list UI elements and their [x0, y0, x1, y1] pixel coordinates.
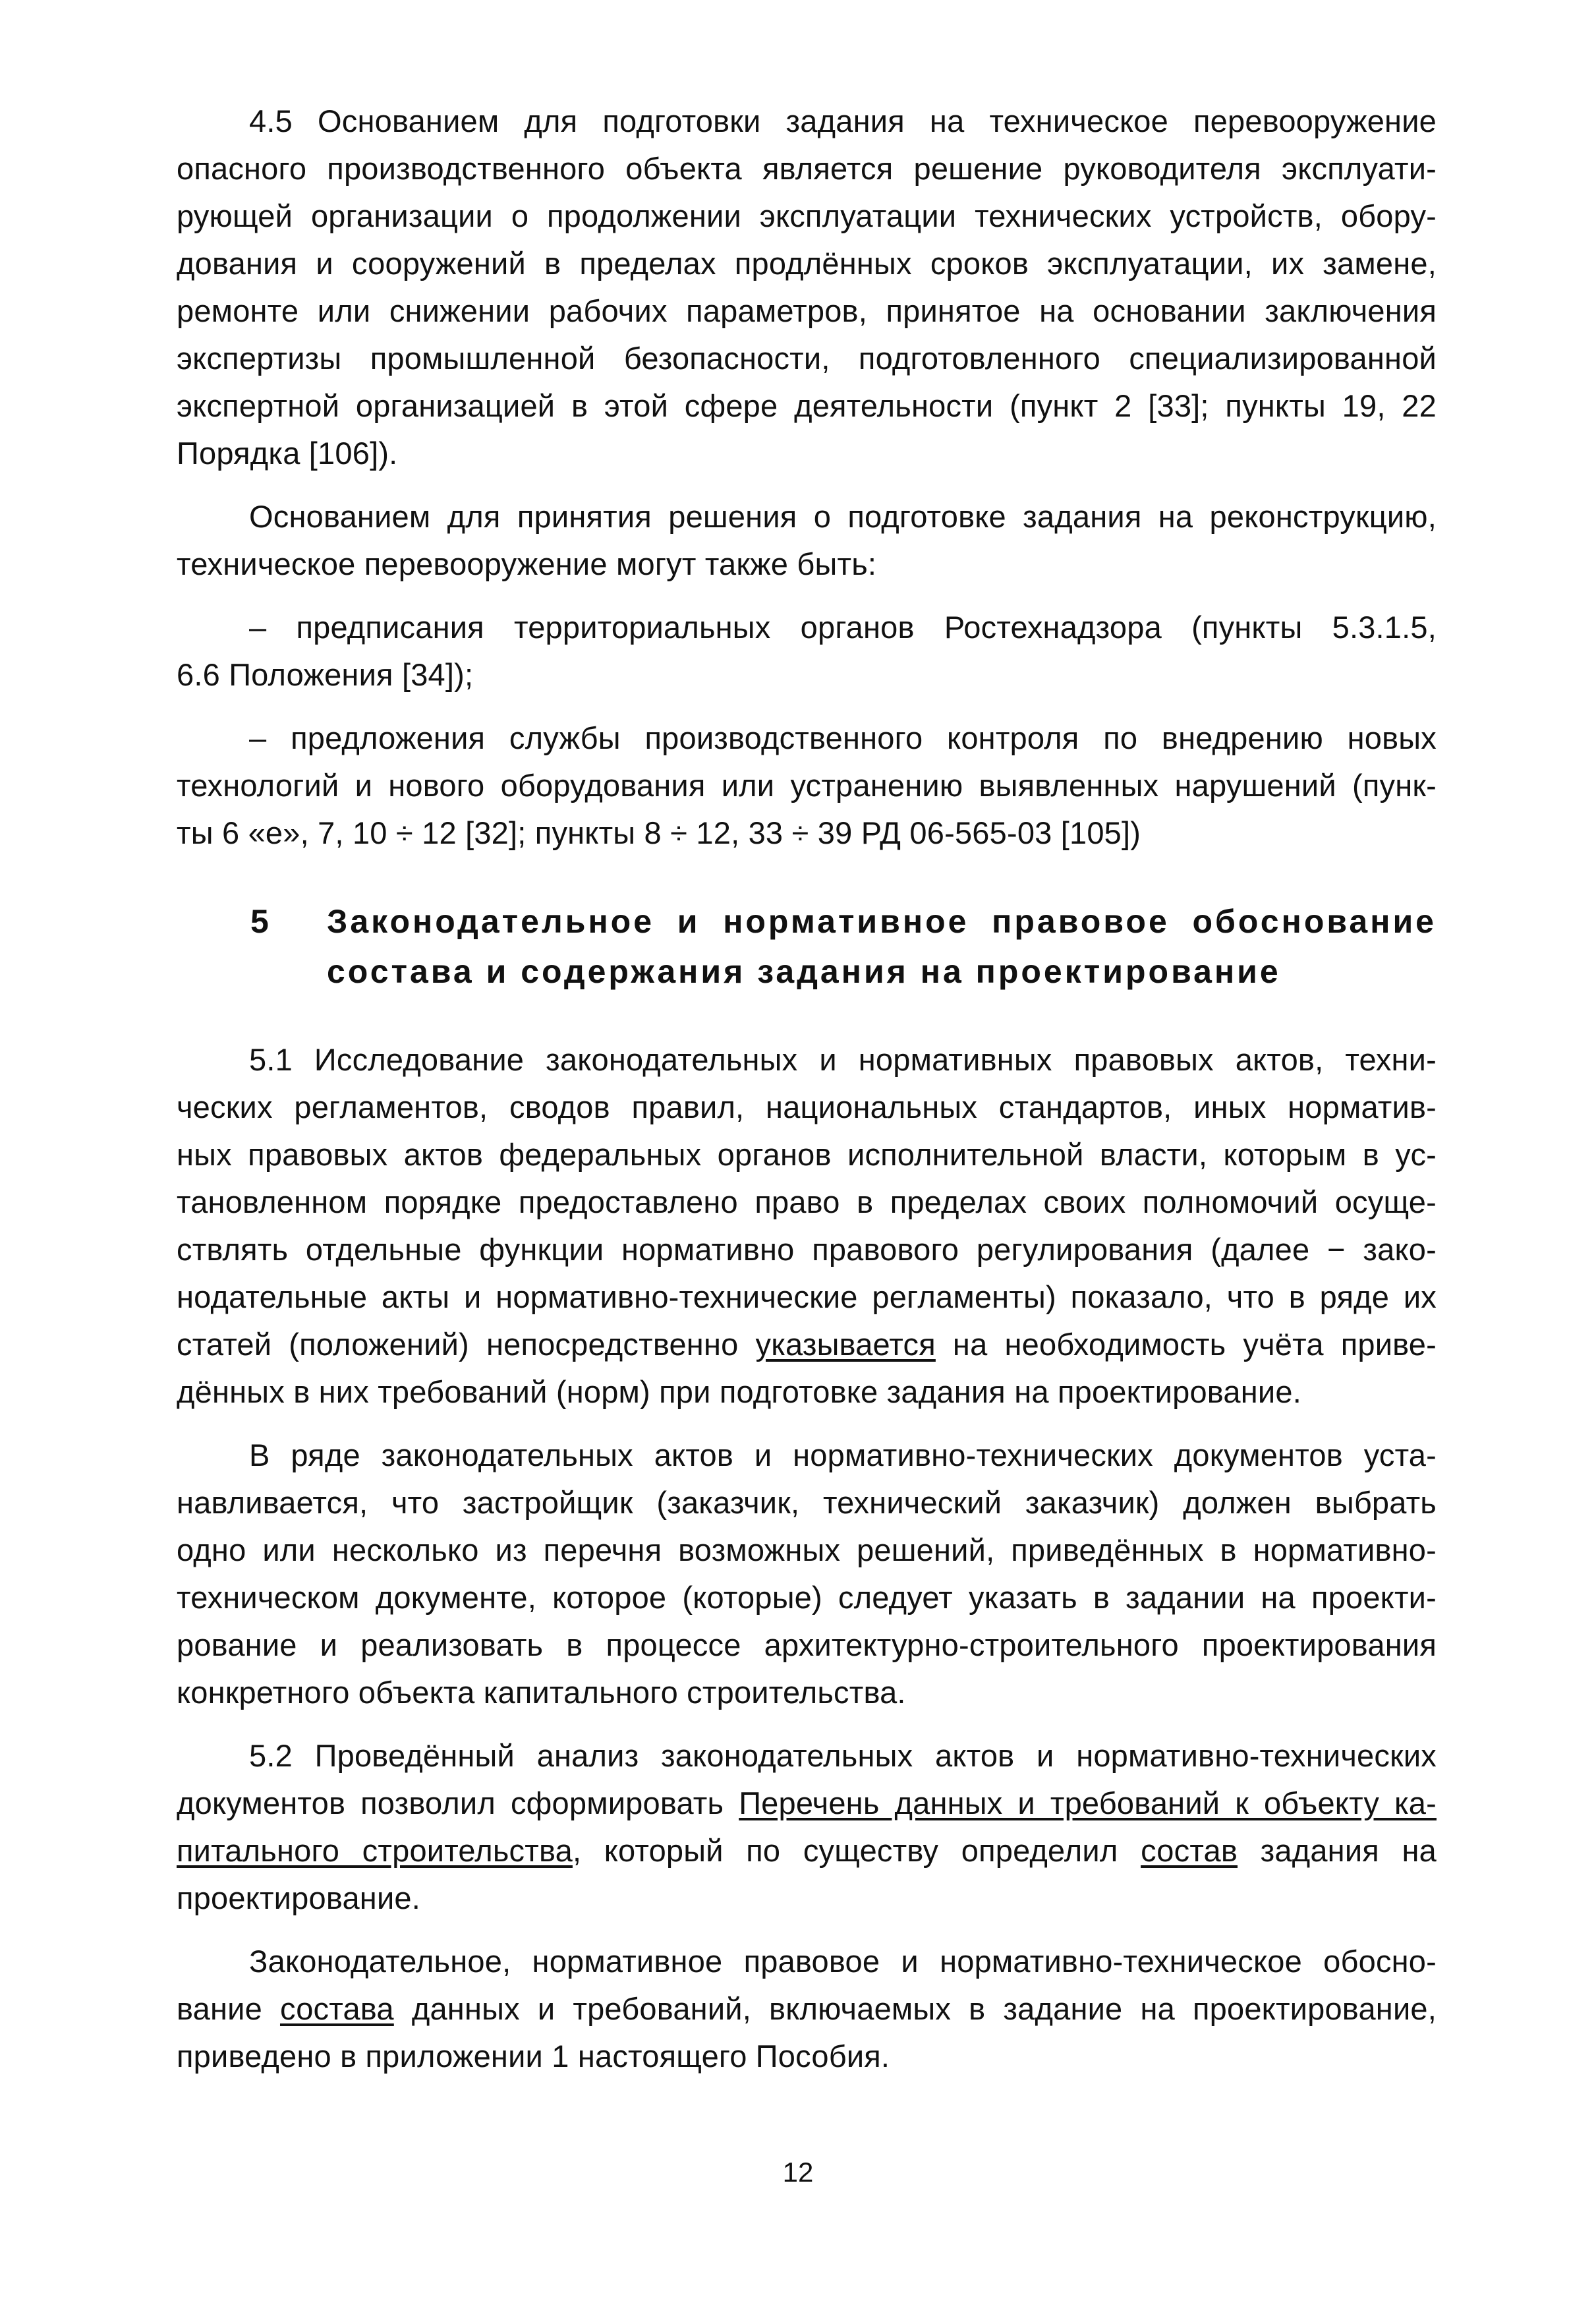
text-line: ческих регламентов, сводов правил, национальных стандартов, иных норматив-: [177, 1090, 1437, 1124]
underlined-text: питального строительства: [177, 1833, 573, 1868]
list-item: [177, 714, 1437, 857]
text-line: дования и сооружений в пределах продлённых сроков эксплуатации, их замене,: [177, 246, 1437, 281]
text-span: , который по существу определил: [572, 1833, 1141, 1868]
text-line: экспертизы промышленной безопасности, подготовленного специализированной: [177, 341, 1437, 376]
text-span: данных и требований, включаемых в задание на проектирование,: [393, 1991, 1437, 2026]
text-line: экспертной организацией в этой сфере деятельности (пункт 2 [33]; пункты 19, 22: [177, 388, 1437, 423]
underlined-text: указывается: [755, 1327, 936, 1362]
text-line: [177, 1321, 1437, 1368]
text-line: нодательные акты и нормативно-технические регламенты) показало, что в ряде их: [177, 1279, 1437, 1314]
text-line: опасного производственного объекта является решение руководителя эксплуати-: [177, 151, 1437, 186]
text-span: вание: [177, 1991, 280, 2026]
underlined-text: состав: [1141, 1833, 1238, 1868]
section-title-line: состава и содержания задания на проектирование: [327, 953, 1281, 990]
text-span: документов позволил сформировать: [177, 1786, 739, 1820]
section-number: 5: [250, 903, 271, 940]
text-line: 5.1 Исследование законодательных и нормативных правовых актов, техни-: [249, 1042, 1437, 1077]
text-line: проектирование.: [177, 1880, 421, 1915]
text-line: тановленном порядке предоставлено право в пределах своих полномочий осуще-: [177, 1184, 1437, 1219]
text-line: ремонте или снижении рабочих параметров, принятое на основании заключения: [177, 293, 1437, 328]
text-line: ты 6 «е», 7, 10 ÷ 12 [32]; пункты 8 ÷ 12, 33 ÷ 39 РД 06-565-03 [105]): [177, 815, 1141, 850]
text-line: Законодательное, нормативное правовое и нормативно-техническое обосно-: [249, 1944, 1437, 1979]
text-line: навливается, что застройщик (заказчик, технический заказчик) должен выбрать: [177, 1485, 1437, 1520]
list-item: [177, 604, 1437, 699]
section-title-line: Законодательное и нормативное правовое обоснование: [327, 903, 1437, 940]
text-line: [177, 1827, 1437, 1875]
page-number: 12: [782, 2157, 814, 2188]
paragraph-final: [177, 1938, 1437, 2080]
text-line: ствлять отдельные функции нормативно правового регулирования (далее − зако-: [177, 1232, 1437, 1267]
paragraph-5-1: [177, 1036, 1437, 1416]
text-line: конкретного объекта капитального строительства.: [177, 1675, 906, 1710]
text-line: технологий и нового оборудования или устранению выявленных нарушений (пунк-: [177, 768, 1437, 803]
text-line: [177, 1780, 1437, 1827]
text-line: – предписания территориальных органов Ростехнадзора (пункты 5.3.1.5,: [249, 610, 1437, 645]
paragraph-basis: [177, 493, 1437, 588]
text-line: – предложения службы производственного контроля по внедрению новых: [249, 720, 1437, 755]
text-line: рующей организации о продолжении эксплуатации технических устройств, обору-: [177, 198, 1437, 233]
text-line: 4.5 Основанием для подготовки задания на техническое перевооружение: [249, 103, 1437, 138]
text-span: задания на: [1238, 1833, 1437, 1868]
text-span: на необходимость учёта приве-: [935, 1327, 1437, 1362]
text-line: техническом документе, которое (которые) следует указать в задании на проекти-: [177, 1580, 1437, 1615]
text-line: приведено в приложении 1 настоящего Пособия.: [177, 2039, 890, 2074]
text-line: одно или несколько из перечня возможных решений, приведённых в нормативно-: [177, 1532, 1437, 1567]
document-page: [177, 98, 1437, 2080]
text-line: 6.6 Положения [34]);: [177, 657, 474, 692]
paragraph-5-2: [177, 1732, 1437, 1922]
section-heading: [177, 896, 1437, 997]
text-line: Основанием для принятия решения о подготовке задания на реконструкцию,: [249, 499, 1437, 534]
text-line: техническое перевооружение могут также быть:: [177, 546, 877, 581]
text-line: 5.2 Проведённый анализ законодательных актов и нормативно-технических: [249, 1738, 1437, 1773]
text-line: рование и реализовать в процессе архитектурно-строительного проектирования: [177, 1627, 1437, 1662]
underlined-text: Перечень данных и требований к объекту ка-: [739, 1786, 1437, 1820]
paragraph-series: [177, 1432, 1437, 1716]
text-line: ных правовых актов федеральных органов исполнительной власти, которым в ус-: [177, 1137, 1437, 1172]
paragraph-4-5: [177, 98, 1437, 477]
text-span: статей (положений) непосредственно: [177, 1327, 756, 1362]
text-line: [177, 1985, 1437, 2033]
underlined-text: состава: [279, 1991, 394, 2026]
text-line: Порядка [106]).: [177, 436, 398, 471]
text-line: В ряде законодательных актов и нормативно-технических документов уста-: [249, 1438, 1437, 1472]
text-line: дённых в них требований (норм) при подготовке задания на проектирование.: [177, 1374, 1301, 1409]
